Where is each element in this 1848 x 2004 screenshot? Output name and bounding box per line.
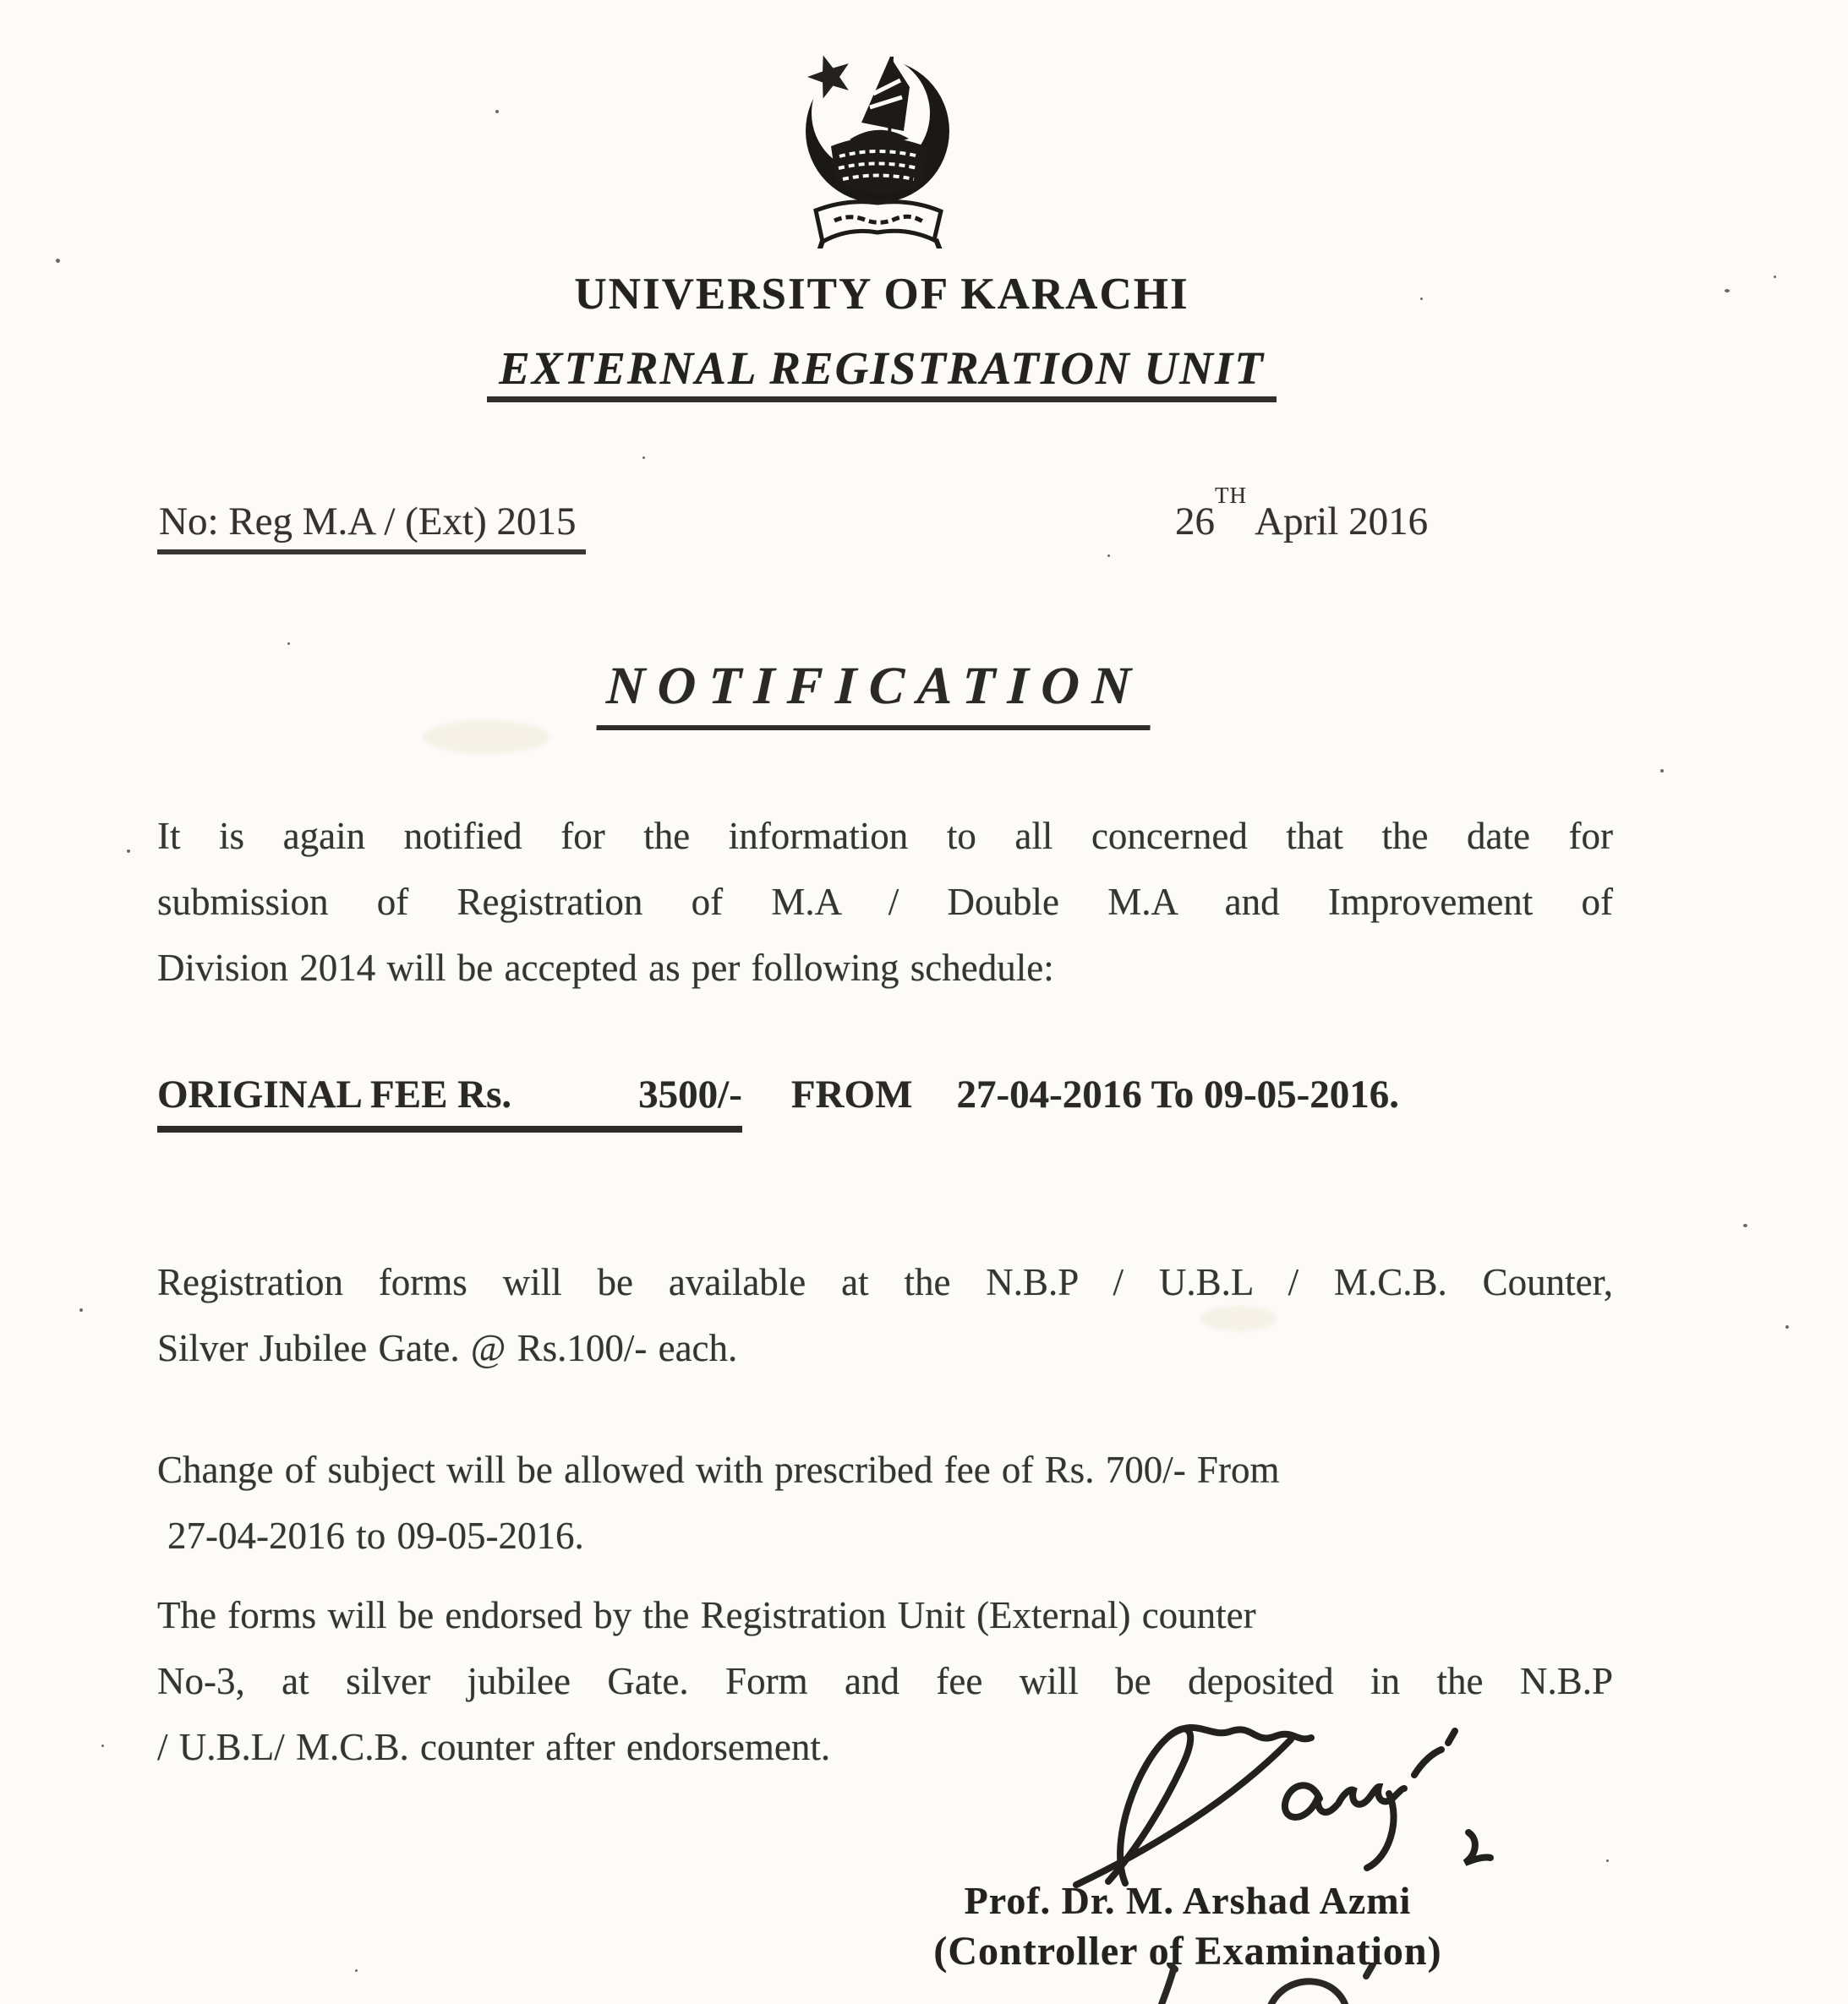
date-day: 26 xyxy=(1175,500,1215,543)
unit-name: EXTERNAL REGISTRATION UNIT xyxy=(487,341,1277,402)
fee-amount: 3500/- xyxy=(638,1073,742,1117)
endorsement-line-3: / U.B.L/ M.C.B. counter after endorsement. xyxy=(157,1726,831,1768)
university-name: UNIVERSITY OF KARACHI xyxy=(574,270,1189,319)
fee-underlined-segment xyxy=(157,1072,742,1133)
subject-change-paragraph xyxy=(157,1437,1613,1569)
scan-smudge xyxy=(423,720,549,754)
signatory-designation: (Controller of Examination) xyxy=(933,1929,1442,1974)
fee-label: ORIGINAL FEE Rs. xyxy=(157,1073,512,1117)
fee-schedule-line xyxy=(157,1072,1645,1133)
intro-line-3: Division 2014 will be accepted as per following schedule: xyxy=(157,947,1054,989)
availability-line-1: Registration forms will be available at the N.B.P / U.B.L / M.C.B. Counter, xyxy=(157,1261,1613,1303)
header-band xyxy=(0,269,1763,402)
subject-change-line-1: Change of subject will be allowed with prescribed fee of Rs. 700/- From xyxy=(157,1449,1280,1491)
scribble-icon xyxy=(1124,1963,1479,2004)
crescent-star-emblem-icon xyxy=(790,44,972,248)
partial-handwriting-scribble xyxy=(1124,1963,1479,2004)
availability-line-2: Silver Jubilee Gate. @ Rs.100/- each. xyxy=(157,1327,738,1369)
date-month-year: April 2016 xyxy=(1247,500,1429,543)
document-title-band xyxy=(0,655,1750,730)
endorsement-line-2: No-3, at silver jubilee Gate. Form and fee will be deposited in the N.B.P xyxy=(157,1660,1613,1702)
intro-line-2: submission of Registration of M.A / Double M.A and Improvement of xyxy=(157,881,1613,923)
document-title: NOTIFICATION xyxy=(597,655,1153,730)
handwritten-signature xyxy=(1052,1714,1509,1896)
reference-number: No: Reg M.A / (Ext) 2015 xyxy=(157,499,586,554)
fee-from-word: FROM xyxy=(790,1073,913,1117)
date-ordinal-suffix: TH xyxy=(1215,483,1247,509)
availability-paragraph xyxy=(157,1249,1613,1381)
intro-paragraph xyxy=(157,803,1613,1001)
signatory-block xyxy=(879,1878,1496,1974)
signature-icon xyxy=(1052,1714,1509,1896)
intro-line-1: It is again notified for the information to all concerned that the date for xyxy=(157,815,1613,857)
subject-change-line-2: 27-04-2016 to 09-05-2016. xyxy=(167,1515,584,1557)
endorsement-line-1: The forms will be endorsed by the Registration Unit (External) counter xyxy=(157,1594,1256,1636)
scan-smudge xyxy=(1200,1306,1277,1331)
signatory-name: Prof. Dr. M. Arshad Azmi xyxy=(964,1879,1412,1922)
issue-date xyxy=(1175,483,1429,544)
university-crest-logo xyxy=(790,44,972,248)
fee-date-range: 27-04-2016 To 09-05-2016. xyxy=(956,1073,1400,1117)
